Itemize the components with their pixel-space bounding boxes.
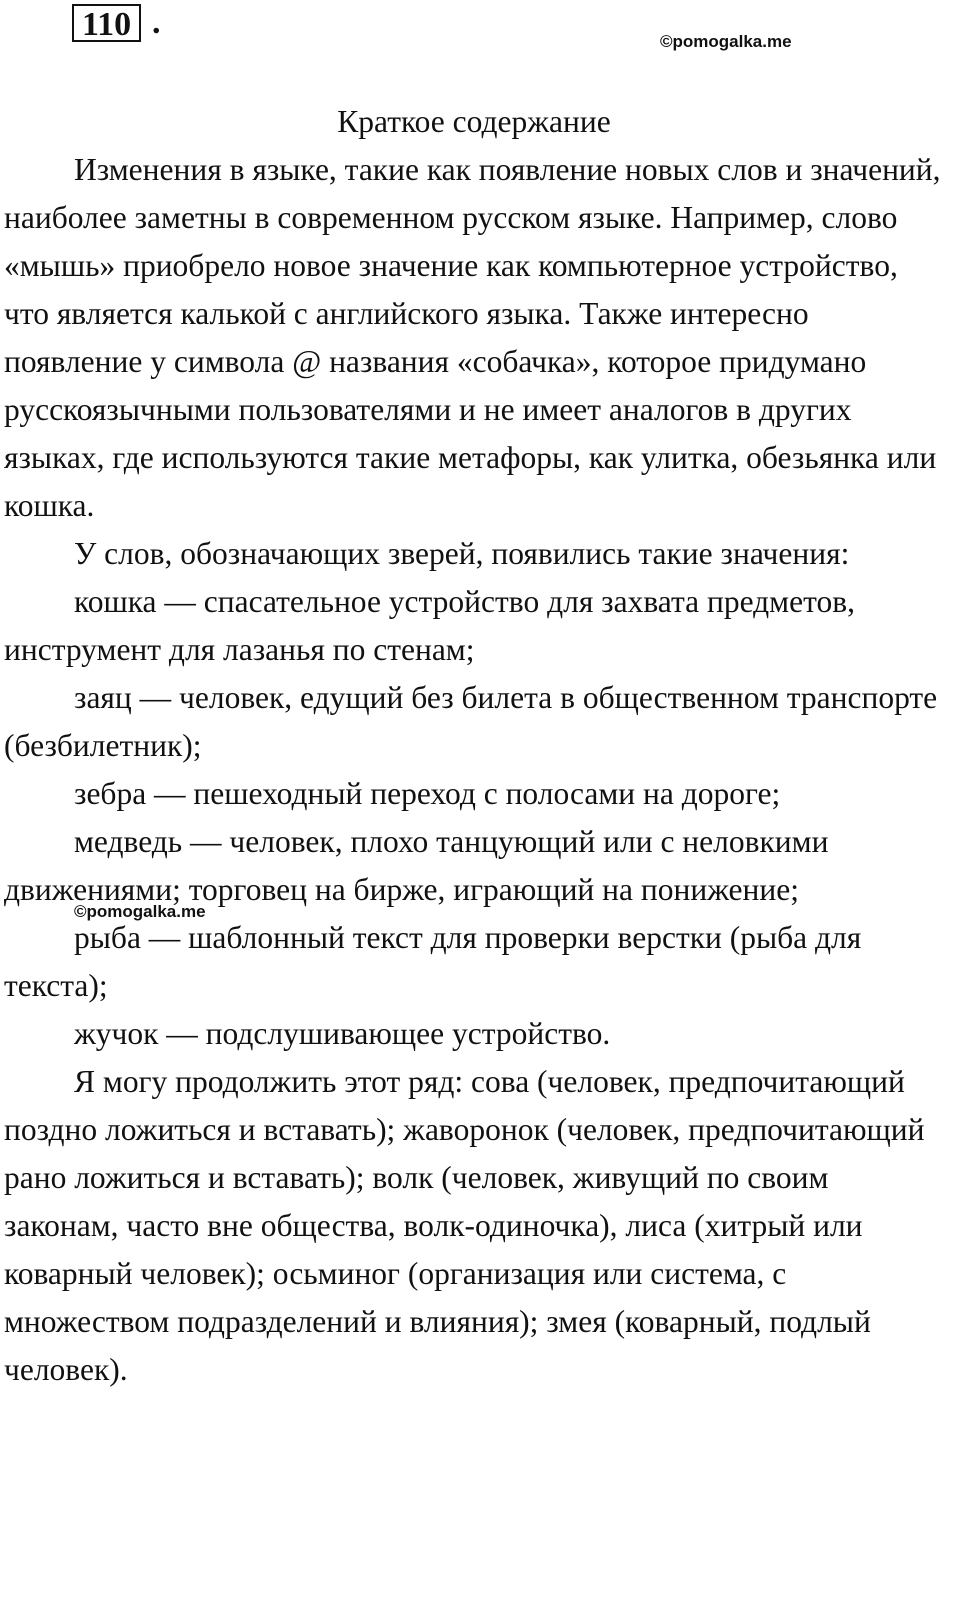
- definition-koshka: кошка — спасательное устройство для захвата предметов, инструмент для лазанья по стенам;: [4, 584, 855, 667]
- definition-ryba: рыба — шаблонный текст для проверки верстки (рыба для текста);: [4, 920, 862, 1003]
- definition-zhuchok: жучок — подслушивающее устройство.: [74, 1016, 611, 1051]
- watermark-middle: ©pomogalka.me: [74, 902, 206, 921]
- document-body: [4, 98, 944, 1394]
- paragraph-conclusion: Я могу продолжить этот ряд: сова (человек, предпочитающий поздно ложиться и вставать); жаворонок (человек, предпочитающий рано ложиться и вставать); волк (человек, живущий по своим законам, часто вне общества, волк-одиночка), лиса (хитрый или коварный человек); осьминог (организация или система, с множеством подразделений и влияния); змея (коварный, подлый человек).: [4, 1064, 925, 1387]
- document-title: Краткое содержание: [337, 104, 611, 139]
- paragraph-animals-intro: У слов, обозначающих зверей, появились такие значения:: [74, 536, 850, 571]
- watermark-top: ©pomogalka.me: [660, 32, 792, 51]
- task-number: 110: [72, 4, 141, 42]
- task-number-dot: .: [152, 4, 161, 41]
- definition-zayats: заяц — человек, едущий без билета в общественном транспорте (безбилетник);: [4, 680, 938, 763]
- definition-medved: медведь — человек, плохо танцующий или с неловкими движениями; торговец на бирже, играющий на понижение;: [4, 824, 829, 907]
- definition-zebra: зебра — пешеходный переход с полосами на дороге;: [74, 776, 781, 811]
- paragraph-intro: Изменения в языке, такие как появление новых слов и значений, наиболее заметны в современном русском языке. Например, слово «мышь» приобрело новое значение как компьютерное устройство, что является калькой с английского языка. Также интересно появление у символа @ названия «собачка», которое придумано русскоязычными пользователями и не имеет аналогов в других языках, где используются такие метафоры, как улитка, обезьянка или кошка.: [4, 152, 941, 523]
